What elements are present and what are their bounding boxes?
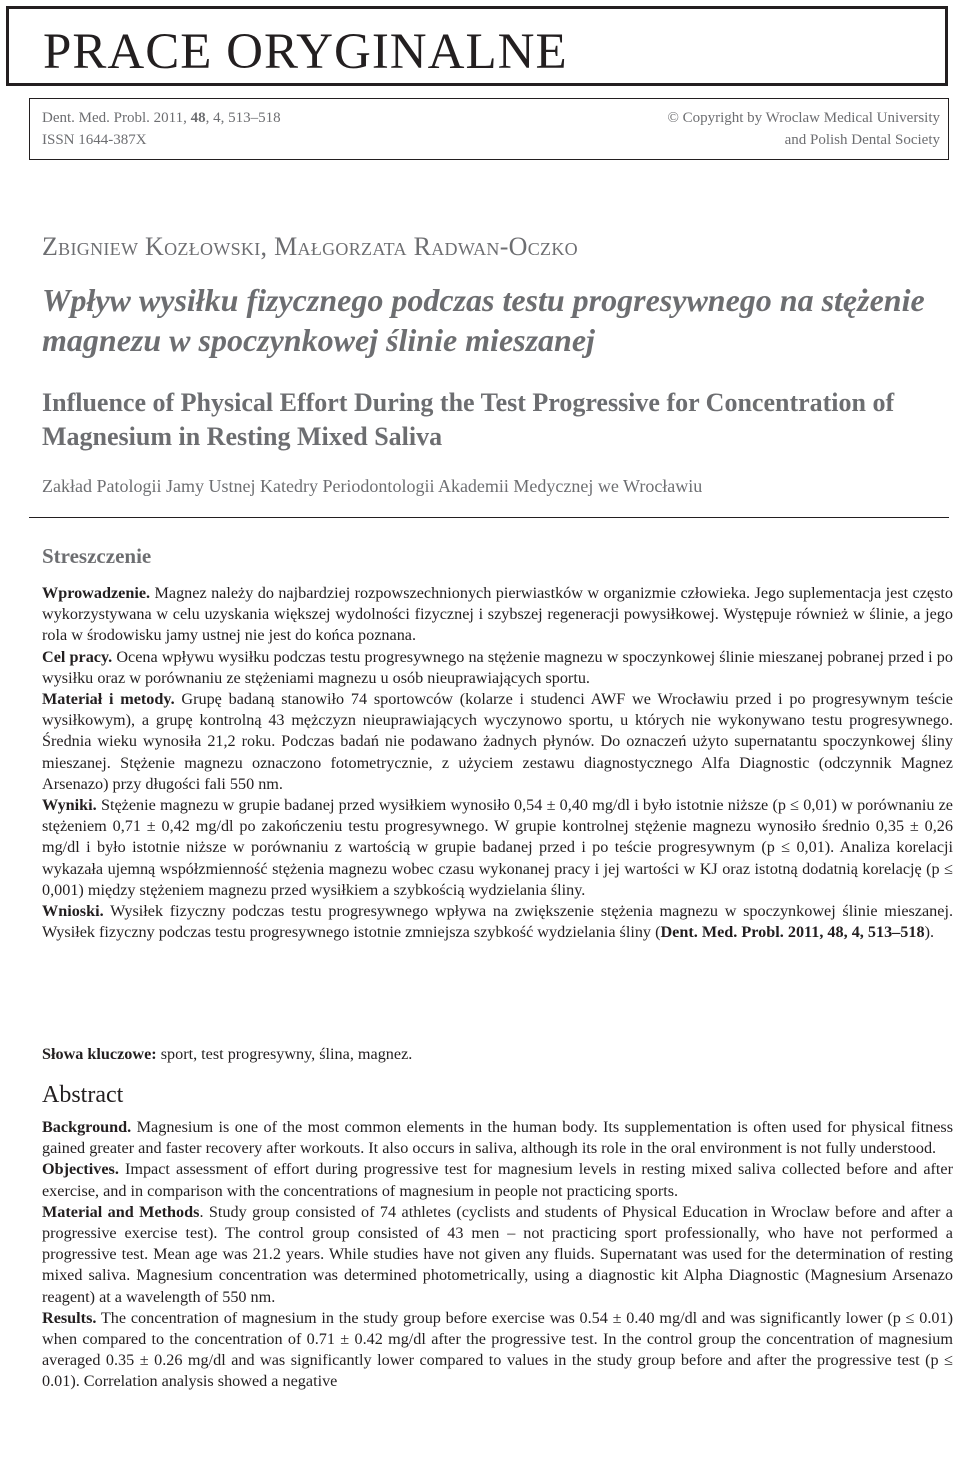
journal-citation: Dent. Med. Probl. 2011, 48, 4, 513–518 ISSN 1644-387X [42, 107, 281, 151]
issn: ISSN 1644-387X [42, 132, 147, 148]
citation: Dent. Med. Probl. 2011, 48, 4, 513–518 [660, 923, 925, 942]
paragraph-objectives: Objectives. Impact assessment of effort during progressive test for magnesium levels in resting mixed saliva collected before and after exercise, and in comparison with the concentrations of magnesium in people not practicing sports. [42, 1160, 953, 1200]
section-header-box [6, 6, 948, 86]
divider [29, 517, 949, 518]
copyright-notice: © Copyright by Wroclaw Medical University and Polish Dental Society [667, 110, 940, 148]
abstract-body [42, 1117, 953, 1393]
affiliation: Zakład Patologii Jamy Ustnej Katedry Periodontologii Akademii Medycznej we Wrocławiu [42, 476, 703, 496]
paragraph-wnioski: Wnioski. Wysiłek fizyczny podczas testu progresywnego wpływa na zwiększenie stężenia magnezu w spoczynkowej ślinie mieszanej. Wysiłek fizyczny podczas testu progresywnego istotnie zmniejsza szybkość wydzielania śliny (Dent. Med. Probl. 2011, 48, 4, 513–518). [42, 902, 953, 942]
streszczenie-body [42, 583, 953, 943]
paragraph-results: Results. The concentration of magnesium in the study group before exercise was 0.54 ± 0.40 mg/dl and was significantly lower (p ≤ 0.01) when compared to the concentration of 0.71 ± 0.42 mg/dl after the progressive test. In the control group the concentration of magnesium averaged 0.35 ± 0.26 mg/dl and was significantly lower compared to values in the study group before and after the progressive test (p ≤ 0.01). Correlation analysis showed a negative [42, 1308, 953, 1391]
volume-number: 48 [190, 110, 206, 126]
section-header-title: PRACE ORYGINALNE [43, 24, 568, 80]
paragraph-material-metody: Materiał i metody. Grupę badaną stanowiło 74 sportowców (kolarze i studenci AWF we Wrocławiu przed i po progresywnym teście wysiłkowym), a grupę kontrolną 43 mężczyzn nieuprawiających wyczynowo sportu, u których nie wykonywano testu progresywnego. Średnia wieku wynosiła 21,2 roku. Podczas badań nie podawano żadnych płynów. Do oznaczeń użyto supernatantu spoczynkowej śliny mieszanej. Stężenie magnezu oznaczono fotometrycznie, z użyciem zestawu diagnostycznego Alfa Diagnostic (odczynnik Magnez Arsenazo) przy długości fali 550 nm. [42, 690, 953, 793]
abstract-heading: Abstract [42, 1082, 124, 1108]
paragraph-background: Background. Magnesium is one of the most common elements in the human body. Its supplementation is often used for physical fitness gained greater and faster recovery after workouts. It also occurs in saliva, although its role in the oral environment is not fully understood. [42, 1118, 953, 1158]
paragraph-material-methods: Material and Methods. Study group consisted of 74 athletes (cyclists and students of Physical Education in Wroclaw before and after a progressive exercise test). The control group consisted of 43 men – not practicing sport professionally, who have not performed a progressive test. Mean age was 21.2 years. While studies have not given any fluids. Supernatant was used for the determination of resting mixed saliva. Magnesium concentration was determined photometrically, using a diagnostic kit Alpha Diagnostic (Magnesium Arsenazo reagent) at a wavelength of 550 nm. [42, 1202, 953, 1306]
paragraph-wyniki: Wyniki. Stężenie magnezu w grupie badanej przed wysiłkiem wynosiło 0,54 ± 0,40 mg/dl i było istotnie niższe (p ≤ 0,01) w porównaniu ze stężeniem 0,71 ± 0,42 mg/dl po zakończeniu testu progresywnego. W grupie kontrolnej stężenie magnezu wynosiło średnio 0,35 ± 0,26 mg/dl i było istotnie niższe w porównaniu z wartością w grupie badanej przed i po teście progresywnym (p ≤ 0,01). Analiza korelacji wykazała ujemną współzmienność stężenia magnezu wobec czasu wykonanej pracy i jej wartości w KJ oraz istotną dodatnią korelację (p ≤ 0,001) między stężeniem magnezu przed wysiłkiem a szybkością wydzielania śliny. [42, 796, 953, 899]
authors: Zbigniew Kozłowski, Małgorzata Radwan-Oczko [42, 232, 578, 261]
article-title-english: Influence of Physical Effort During the Test Progressive for Concentration of Magnesium in Resting Mixed Saliva [42, 388, 895, 451]
journal-meta-box [29, 98, 949, 160]
paragraph-wprowadzenie: Wprowadzenie. Magnez należy do najbardziej rozpowszechnionych pierwiastków w organizmie człowieka. Jego suplementacja jest często wykorzystywana w celu uzyskania większej wydolności fizycznej i szybszej regeneracji powysiłkowej. Występuje również w ślinie, a jego rola w środowisku jamy ustnej nie jest do końca poznana. [42, 584, 953, 645]
paragraph-cel-pracy: Cel pracy. Ocena wpływu wysiłku podczas testu progresywnego na stężenie magnezu w spoczynkowej ślinie mieszanej pobranej przed i po wysiłku oraz w porównaniu ze stężeniami magnezu u osób nieuprawiających sportu. [42, 647, 953, 687]
streszczenie-heading: Streszczenie [42, 544, 152, 568]
keywords: Słowa kluczowe: sport, test progresywny, ślina, magnez. [42, 1045, 413, 1063]
article-title-polish: Wpływ wysiłku fizycznego podczas testu progresywnego na stężenie magnezu w spoczynkowej ślinie mieszanej [42, 282, 925, 358]
